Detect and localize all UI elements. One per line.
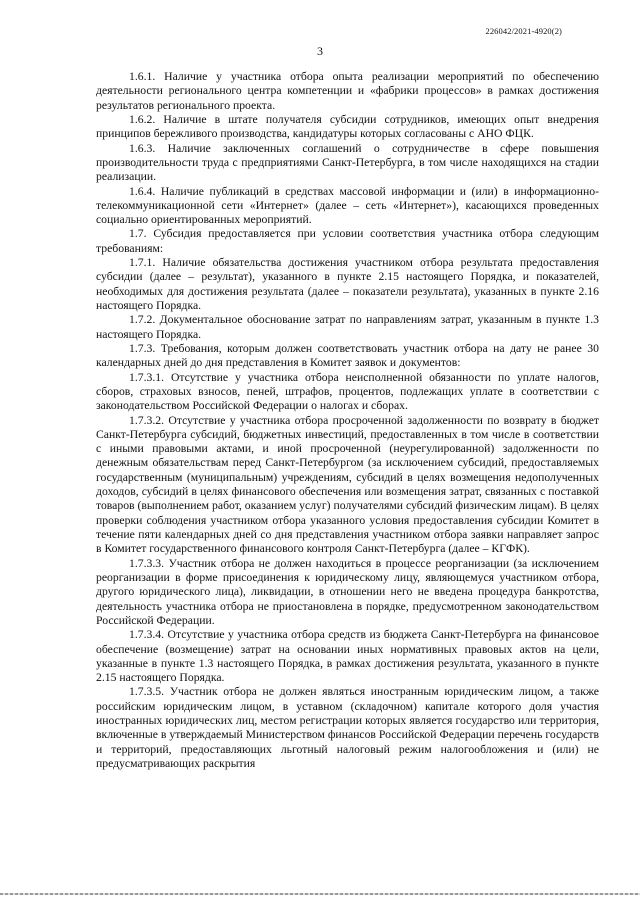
paragraph-1-7-2: 1.7.2. Документальное обоснование затрат по направлениям затрат, указанным в пункте 1.3 настоящего Порядка. bbox=[96, 313, 599, 341]
document-registration-number: 226042/2021-4920(2) bbox=[485, 26, 562, 36]
paragraph-1-6-1: 1.6.1. Наличие у участника отбора опыта реализации мероприятий по обеспечению деятельности регионального центра компетенции и «фабрики процессов» в рамках достижения результатов регионального проекта. bbox=[96, 70, 599, 112]
paragraph-1-7-3-1: 1.7.3.1. Отсутствие у участника отбора неисполненной обязанности по уплате налогов, сборов, страховых взносов, пеней, штрафов, процентов, подлежащих уплате в соответствии с законодательством Российской Федерации о налогах и сборах. bbox=[96, 370, 599, 413]
paragraph-1-7-3-5: 1.7.3.5. Участник отбора не должен являться иностранным юридическим лицом, а также российским юридическим лицом, в уставном (складочном) капитале которого доля участия иностранных юридических лиц, местом регистрации которых является государство или территория, включенные в утверждаемый Министерством финансов Российской Федерации перечень государств и территорий, предоставляющих льготный налоговый режим налогообложения и (или) не предусматривающих раскрытия bbox=[96, 685, 599, 770]
paragraph-1-6-4: 1.6.4. Наличие публикаций в средствах массовой информации и (или) в информационно-телекоммуникационной сети «Интернет» (далее – сеть «Интернет»), касающихся проведенных социально ориентированных мероприятий. bbox=[96, 184, 599, 227]
paragraph-1-6-2: 1.6.2. Наличие в штате получателя субсидии сотрудников, имеющих опыт внедрения принципов бережливого производства, кандидатуры которых согласованы с АНО ФЦК. bbox=[96, 112, 599, 141]
paragraph-1-7-3: 1.7.3. Требования, которым должен соответствовать участник отбора на дату не ранее 30 календарных дней до дня представления в Комитет заявок и документов: bbox=[96, 341, 599, 370]
paragraph-1-7-3-2: 1.7.3.2. Отсутствие у участника отбора просроченной задолженности по возврату в бюджет Санкт-Петербурга субсидий, бюджетных инвестиций, предоставленных в том числе в соответствии с иными правовыми актами, и иной просроченной (неурегулированной) задолженности по денежным обязательствам перед Санкт-Петербургом (за исключением субсидий, предоставляемых государственным (муниципальным) учреждениям, субсидий в целях возмещения недополученных доходов, субсидий в целях финансового обеспечения или возмещения затрат, связанных с поставкой товаров (выполнением работ, оказанием услуг) получателями субсидий физическим лицам). В целях проверки соблюдения участником отбора указанного условия предоставления субсидии Комитет в течение пяти календарных дней со дня представления участником отбора заявки направляет запрос в Комитет государственного финансового контроля Санкт-Петербурга (далее – КГФК). bbox=[96, 413, 599, 556]
paragraph-1-7: 1.7. Субсидия предоставляется при условии соответствия участника отбора следующим требованиям: bbox=[96, 227, 599, 255]
paragraph-1-6-3: 1.6.3. Наличие заключенных соглашений о сотрудничестве в сфере повышения производительности труда с предприятиями Санкт-Петербурга, в том числе находящихся на стадии реализации. bbox=[96, 141, 599, 184]
paragraph-1-7-1: 1.7.1. Наличие обязательства достижения участником отбора результата предоставления субсидии (далее – результат), указанного в пункте 2.15 настоящего Порядка, и показателей, необходимых для достижения результата (далее – показатели результата), указанных в пункте 2.16 настоящего Порядка. bbox=[96, 256, 599, 312]
page-number: 3 bbox=[317, 44, 323, 58]
document-body bbox=[96, 70, 599, 771]
paragraph-1-7-3-4: 1.7.3.4. Отсутствие у участника отбора средств из бюджета Санкт-Петербурга на финансовое обеспечение (возмещение) затрат на основании иных нормативных правовых актов на цели, указанные в пункте 1.3 настоящего Порядка, в рамках достижения результата, указанного в пункте 2.15 настоящего Порядка. bbox=[96, 628, 599, 685]
scan-bottom-edge bbox=[0, 893, 640, 895]
paragraph-1-7-3-3: 1.7.3.3. Участник отбора не должен находиться в процессе реорганизации (за исключением реорганизации в форме присоединения к юридическому лицу, являющемуся участником отбора, другого юридического лица), ликвидации, в отношении него не введена процедура банкротства, деятельность участника отбора не приостановлена в порядке, предусмотренном законодательством Российской Федерации. bbox=[96, 556, 599, 627]
